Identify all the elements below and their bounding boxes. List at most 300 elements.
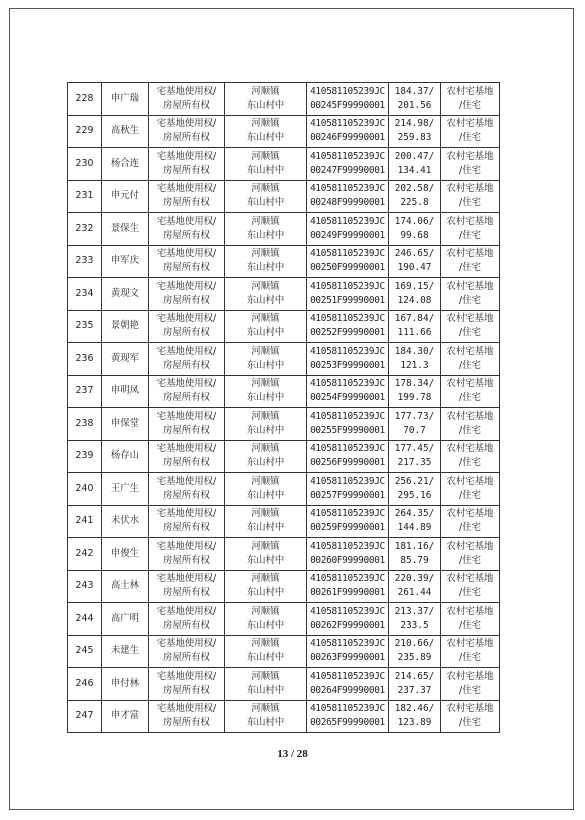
row-number-cell: 247 [68, 700, 102, 733]
usage-cell-line: 农村宅基地 [446, 443, 494, 455]
area-cell [389, 213, 441, 246]
location-cell-line: 河顺镇 [251, 573, 280, 585]
location-cell-line: 河顺镇 [251, 215, 280, 227]
usage-cell [441, 473, 500, 506]
table-row [68, 310, 500, 343]
location-cell [225, 473, 307, 506]
usage-cell [441, 538, 500, 571]
location-cell [225, 505, 307, 538]
usage-cell-line: /住宅 [459, 457, 481, 469]
location-cell-line: 东山村中 [246, 684, 285, 696]
unit-code-cell-line: 410581105239JC [310, 215, 385, 227]
right-type-cell-line: 宅基地使用权/ [156, 703, 217, 715]
right-type-cell-line: 房屋所有权 [163, 717, 210, 729]
unit-code-cell-line: 410581105239JC [310, 410, 385, 422]
right-type-cell-line: 房屋所有权 [163, 457, 210, 469]
location-cell-line: 河顺镇 [251, 280, 280, 292]
right-type-cell-line: 房屋所有权 [163, 587, 210, 599]
right-type-cell-line: 房屋所有权 [163, 327, 210, 339]
area-cell-line: 134.41 [397, 164, 432, 176]
area-cell-line: 200.47/ [394, 150, 435, 162]
table-row [68, 473, 500, 506]
usage-cell-line: 农村宅基地 [446, 540, 494, 552]
unit-code-cell-line: 410581105239JC [310, 605, 385, 617]
area-cell-line: 235.89 [397, 652, 432, 664]
usage-cell-line: /住宅 [459, 294, 481, 306]
table-row [68, 570, 500, 603]
owner-name-cell: 杨存山 [102, 440, 149, 473]
owner-name-cell: 黄现军 [102, 343, 149, 376]
area-cell-line: 261.44 [397, 587, 432, 599]
right-type-cell [149, 343, 225, 376]
location-cell-line: 河顺镇 [251, 410, 280, 422]
area-cell [389, 343, 441, 376]
usage-cell [441, 408, 500, 441]
area-cell [389, 505, 441, 538]
unit-code-cell-line: 00254F99990001 [310, 392, 385, 404]
right-type-cell [149, 700, 225, 733]
table-row [68, 278, 500, 311]
unit-code-cell-line: 00261F99990001 [310, 587, 385, 599]
unit-code-cell-line: 410581105239JC [310, 670, 385, 682]
usage-cell-line: 农村宅基地 [446, 313, 494, 325]
right-type-cell [149, 115, 225, 148]
owner-name-cell: 申元付 [102, 180, 149, 213]
area-cell-line: 220.39/ [394, 573, 435, 585]
unit-code-cell [307, 473, 389, 506]
right-type-cell [149, 180, 225, 213]
right-type-cell [149, 635, 225, 668]
usage-cell-line: /住宅 [459, 229, 481, 241]
unit-code-cell [307, 310, 389, 343]
location-cell-line: 东山村中 [246, 164, 285, 176]
right-type-cell-line: 宅基地使用权/ [156, 508, 217, 520]
unit-code-cell [307, 343, 389, 376]
unit-code-cell [307, 570, 389, 603]
unit-code-cell-line: 00263F99990001 [310, 652, 385, 664]
right-type-cell-line: 宅基地使用权/ [156, 638, 217, 650]
location-cell-line: 东山村中 [246, 652, 285, 664]
right-type-cell-line: 房屋所有权 [163, 99, 210, 111]
location-cell-line: 河顺镇 [251, 475, 280, 487]
owner-name-cell: 景朝艳 [102, 310, 149, 343]
row-number-cell: 240 [68, 473, 102, 506]
usage-cell-line: 农村宅基地 [446, 378, 494, 390]
table-row [68, 180, 500, 213]
row-number-cell: 246 [68, 668, 102, 701]
right-type-cell [149, 213, 225, 246]
right-type-cell [149, 408, 225, 441]
right-type-cell-line: 房屋所有权 [163, 359, 210, 371]
unit-code-cell-line: 00248F99990001 [310, 197, 385, 209]
unit-code-cell-line: 00265F99990001 [310, 717, 385, 729]
table-row [68, 505, 500, 538]
location-cell [225, 245, 307, 278]
area-cell [389, 375, 441, 408]
right-type-cell-line: 房屋所有权 [163, 197, 210, 209]
right-type-cell-line: 房屋所有权 [163, 619, 210, 631]
row-number-cell: 241 [68, 505, 102, 538]
area-cell-line: 174.06/ [394, 215, 435, 227]
area-cell-line: 124.08 [397, 294, 432, 306]
location-cell-line: 河顺镇 [251, 183, 280, 195]
usage-cell-line: /住宅 [459, 489, 481, 501]
unit-code-cell-line: 410581105239JC [310, 248, 385, 260]
area-cell [389, 570, 441, 603]
table-row [68, 343, 500, 376]
row-number-cell: 235 [68, 310, 102, 343]
right-type-cell [149, 148, 225, 181]
right-type-cell [149, 83, 225, 116]
owner-name-cell: 高秋生 [102, 115, 149, 148]
unit-code-cell-line: 00256F99990001 [310, 457, 385, 469]
location-cell [225, 440, 307, 473]
right-type-cell [149, 278, 225, 311]
area-cell-line: 190.47 [397, 262, 432, 274]
area-cell-line: 201.56 [397, 99, 432, 111]
location-cell-line: 东山村中 [246, 132, 285, 144]
area-cell-line: 233.5 [400, 619, 429, 631]
page-number: 13 / 28 [277, 748, 308, 760]
location-cell-line: 河顺镇 [251, 345, 280, 357]
area-cell-line: 144.89 [397, 522, 432, 534]
right-type-cell-line: 房屋所有权 [163, 164, 210, 176]
unit-code-cell-line: 00246F99990001 [310, 132, 385, 144]
area-cell-line: 256.21/ [394, 475, 435, 487]
usage-cell-line: /住宅 [459, 392, 481, 404]
unit-code-cell-line: 00255F99990001 [310, 424, 385, 436]
row-number-cell: 228 [68, 83, 102, 116]
area-cell [389, 440, 441, 473]
usage-cell-line: /住宅 [459, 327, 481, 339]
usage-cell-line: 农村宅基地 [446, 118, 494, 130]
location-cell-line: 东山村中 [246, 359, 285, 371]
right-type-cell-line: 宅基地使用权/ [156, 670, 217, 682]
usage-cell [441, 343, 500, 376]
usage-cell-line: /住宅 [459, 717, 481, 729]
usage-cell [441, 83, 500, 116]
table-row [68, 668, 500, 701]
location-cell-line: 河顺镇 [251, 508, 280, 520]
usage-cell-line: /住宅 [459, 587, 481, 599]
unit-code-cell [307, 180, 389, 213]
usage-cell-line: /住宅 [459, 522, 481, 534]
location-cell [225, 668, 307, 701]
location-cell-line: 东山村中 [246, 489, 285, 501]
property-register-table [67, 82, 500, 733]
location-cell [225, 570, 307, 603]
owner-name-cell: 王广生 [102, 473, 149, 506]
row-number-cell: 245 [68, 635, 102, 668]
usage-cell-line: 农村宅基地 [446, 703, 494, 715]
right-type-cell-line: 房屋所有权 [163, 262, 210, 274]
table-row [68, 538, 500, 571]
right-type-cell-line: 宅基地使用权/ [156, 215, 217, 227]
unit-code-cell-line: 410581105239JC [310, 280, 385, 292]
usage-cell [441, 635, 500, 668]
area-cell-line: 217.35 [397, 457, 432, 469]
area-cell-line: 181.16/ [394, 540, 435, 552]
unit-code-cell-line: 410581105239JC [310, 345, 385, 357]
right-type-cell-line: 宅基地使用权/ [156, 280, 217, 292]
unit-code-cell [307, 83, 389, 116]
unit-code-cell-line: 00259F99990001 [310, 522, 385, 534]
area-cell-line: 225.8 [400, 197, 429, 209]
usage-cell [441, 278, 500, 311]
usage-cell-line: 农村宅基地 [446, 410, 494, 422]
area-cell-line: 259.83 [397, 132, 432, 144]
unit-code-cell-line: 410581105239JC [310, 378, 385, 390]
usage-cell-line: 农村宅基地 [446, 508, 494, 520]
table-row [68, 408, 500, 441]
right-type-cell-line: 房屋所有权 [163, 229, 210, 241]
location-cell-line: 河顺镇 [251, 313, 280, 325]
unit-code-cell-line: 00251F99990001 [310, 294, 385, 306]
location-cell [225, 538, 307, 571]
right-type-cell-line: 房屋所有权 [163, 424, 210, 436]
unit-code-cell [307, 115, 389, 148]
unit-code-cell-line: 00262F99990001 [310, 619, 385, 631]
area-cell [389, 473, 441, 506]
unit-code-cell [307, 635, 389, 668]
area-cell-line: 246.65/ [394, 248, 435, 260]
unit-code-cell-line: 00252F99990001 [310, 327, 385, 339]
right-type-cell-line: 房屋所有权 [163, 684, 210, 696]
right-type-cell-line: 宅基地使用权/ [156, 475, 217, 487]
right-type-cell-line: 宅基地使用权/ [156, 248, 217, 260]
area-cell-line: 182.46/ [394, 703, 435, 715]
location-cell [225, 700, 307, 733]
unit-code-cell-line: 410581105239JC [310, 573, 385, 585]
area-cell [389, 700, 441, 733]
usage-cell-line: 农村宅基地 [446, 85, 494, 97]
area-cell-line: 111.66 [397, 327, 432, 339]
owner-name-cell: 高土林 [102, 570, 149, 603]
area-cell-line: 237.37 [397, 684, 432, 696]
usage-cell-line: /住宅 [459, 164, 481, 176]
right-type-cell-line: 宅基地使用权/ [156, 150, 217, 162]
unit-code-cell [307, 538, 389, 571]
right-type-cell-line: 宅基地使用权/ [156, 345, 217, 357]
location-cell-line: 东山村中 [246, 197, 285, 209]
area-cell-line: 214.65/ [394, 670, 435, 682]
right-type-cell-line: 宅基地使用权/ [156, 443, 217, 455]
location-cell-line: 东山村中 [246, 717, 285, 729]
location-cell-line: 东山村中 [246, 392, 285, 404]
unit-code-cell-line: 410581105239JC [310, 703, 385, 715]
location-cell-line: 河顺镇 [251, 540, 280, 552]
usage-cell-line: /住宅 [459, 132, 481, 144]
unit-code-cell-line: 00249F99990001 [310, 229, 385, 241]
usage-cell-line: 农村宅基地 [446, 345, 494, 357]
row-number-cell: 237 [68, 375, 102, 408]
location-cell [225, 83, 307, 116]
location-cell [225, 148, 307, 181]
usage-cell-line: /住宅 [459, 262, 481, 274]
right-type-cell-line: 宅基地使用权/ [156, 540, 217, 552]
area-cell [389, 245, 441, 278]
right-type-cell [149, 473, 225, 506]
table-row [68, 148, 500, 181]
table-row [68, 440, 500, 473]
usage-cell-line: 农村宅基地 [446, 670, 494, 682]
usage-cell [441, 310, 500, 343]
unit-code-cell-line: 410581105239JC [310, 118, 385, 130]
location-cell [225, 310, 307, 343]
location-cell-line: 河顺镇 [251, 703, 280, 715]
location-cell [225, 343, 307, 376]
location-cell [225, 180, 307, 213]
usage-cell [441, 505, 500, 538]
area-cell [389, 635, 441, 668]
usage-cell [441, 180, 500, 213]
usage-cell-line: /住宅 [459, 424, 481, 436]
usage-cell-line: /住宅 [459, 359, 481, 371]
row-number-cell: 234 [68, 278, 102, 311]
area-cell [389, 603, 441, 636]
right-type-cell [149, 538, 225, 571]
right-type-cell [149, 375, 225, 408]
area-cell-line: 85.79 [400, 554, 429, 566]
area-cell-line: 184.30/ [394, 345, 435, 357]
usage-cell-line: 农村宅基地 [446, 150, 494, 162]
right-type-cell-line: 宅基地使用权/ [156, 313, 217, 325]
location-cell-line: 东山村中 [246, 457, 285, 469]
right-type-cell-line: 宅基地使用权/ [156, 85, 217, 97]
table-row [68, 83, 500, 116]
unit-code-cell-line: 410581105239JC [310, 313, 385, 325]
table-row [68, 375, 500, 408]
usage-cell-line: 农村宅基地 [446, 248, 494, 260]
location-cell-line: 东山村中 [246, 229, 285, 241]
usage-cell-line: 农村宅基地 [446, 605, 494, 617]
right-type-cell [149, 570, 225, 603]
location-cell [225, 603, 307, 636]
right-type-cell-line: 房屋所有权 [163, 489, 210, 501]
row-number-cell: 229 [68, 115, 102, 148]
right-type-cell-line: 宅基地使用权/ [156, 118, 217, 130]
usage-cell-line: 农村宅基地 [446, 475, 494, 487]
right-type-cell [149, 440, 225, 473]
usage-cell-line: /住宅 [459, 197, 481, 209]
row-number-cell: 242 [68, 538, 102, 571]
row-number-cell: 232 [68, 213, 102, 246]
unit-code-cell [307, 668, 389, 701]
unit-code-cell-line: 410581105239JC [310, 85, 385, 97]
usage-cell-line: /住宅 [459, 684, 481, 696]
unit-code-cell-line: 410581105239JC [310, 443, 385, 455]
owner-name-cell: 申付林 [102, 668, 149, 701]
area-cell-line: 169.15/ [394, 280, 435, 292]
right-type-cell-line: 宅基地使用权/ [156, 183, 217, 195]
row-number-cell: 231 [68, 180, 102, 213]
unit-code-cell [307, 375, 389, 408]
area-cell [389, 148, 441, 181]
area-cell [389, 83, 441, 116]
unit-code-cell-line: 00247F99990001 [310, 164, 385, 176]
right-type-cell [149, 245, 225, 278]
usage-cell-line: 农村宅基地 [446, 183, 494, 195]
location-cell [225, 278, 307, 311]
unit-code-cell-line: 410581105239JC [310, 183, 385, 195]
owner-name-cell: 申广瑞 [102, 83, 149, 116]
area-cell-line: 213.37/ [394, 605, 435, 617]
location-cell [225, 375, 307, 408]
table-row [68, 115, 500, 148]
table-row [68, 700, 500, 733]
location-cell-line: 东山村中 [246, 327, 285, 339]
usage-cell [441, 375, 500, 408]
right-type-cell-line: 房屋所有权 [163, 652, 210, 664]
area-cell-line: 121.3 [400, 359, 429, 371]
unit-code-cell [307, 245, 389, 278]
owner-name-cell: 申才富 [102, 700, 149, 733]
usage-cell-line: 农村宅基地 [446, 638, 494, 650]
area-cell-line: 177.73/ [394, 410, 435, 422]
row-number-cell: 230 [68, 148, 102, 181]
unit-code-cell [307, 278, 389, 311]
location-cell-line: 河顺镇 [251, 605, 280, 617]
location-cell [225, 115, 307, 148]
unit-code-cell-line: 00253F99990001 [310, 359, 385, 371]
location-cell-line: 东山村中 [246, 587, 285, 599]
right-type-cell-line: 宅基地使用权/ [156, 573, 217, 585]
row-number-cell: 236 [68, 343, 102, 376]
right-type-cell-line: 宅基地使用权/ [156, 378, 217, 390]
table-row [68, 603, 500, 636]
unit-code-cell-line: 00250F99990001 [310, 262, 385, 274]
unit-code-cell [307, 408, 389, 441]
area-cell [389, 278, 441, 311]
location-cell-line: 东山村中 [246, 99, 285, 111]
area-cell-line: 295.16 [397, 489, 432, 501]
location-cell-line: 东山村中 [246, 554, 285, 566]
row-number-cell: 233 [68, 245, 102, 278]
owner-name-cell: 申明凤 [102, 375, 149, 408]
area-cell-line: 123.89 [397, 717, 432, 729]
right-type-cell-line: 宅基地使用权/ [156, 410, 217, 422]
area-cell-line: 199.78 [397, 392, 432, 404]
area-cell-line: 210.66/ [394, 638, 435, 650]
area-cell-line: 178.34/ [394, 378, 435, 390]
owner-name-cell: 申军庆 [102, 245, 149, 278]
area-cell-line: 167.84/ [394, 313, 435, 325]
unit-code-cell-line: 410581105239JC [310, 150, 385, 162]
location-cell-line: 河顺镇 [251, 638, 280, 650]
location-cell-line: 河顺镇 [251, 150, 280, 162]
area-cell-line: 264.35/ [394, 508, 435, 520]
area-cell-line: 177.45/ [394, 443, 435, 455]
usage-cell [441, 213, 500, 246]
unit-code-cell-line: 00260F99990001 [310, 554, 385, 566]
unit-code-cell-line: 00257F99990001 [310, 489, 385, 501]
area-cell [389, 668, 441, 701]
usage-cell [441, 115, 500, 148]
usage-cell-line: 农村宅基地 [446, 280, 494, 292]
location-cell-line: 东山村中 [246, 522, 285, 534]
unit-code-cell-line: 00245F99990001 [310, 99, 385, 111]
unit-code-cell [307, 603, 389, 636]
unit-code-cell-line: 00264F99990001 [310, 684, 385, 696]
owner-name-cell: 申俊生 [102, 538, 149, 571]
right-type-cell-line: 宅基地使用权/ [156, 605, 217, 617]
location-cell-line: 河顺镇 [251, 85, 280, 97]
area-cell [389, 538, 441, 571]
usage-cell-line: 农村宅基地 [446, 215, 494, 227]
area-cell [389, 408, 441, 441]
right-type-cell-line: 房屋所有权 [163, 132, 210, 144]
area-cell-line: 214.98/ [394, 118, 435, 130]
